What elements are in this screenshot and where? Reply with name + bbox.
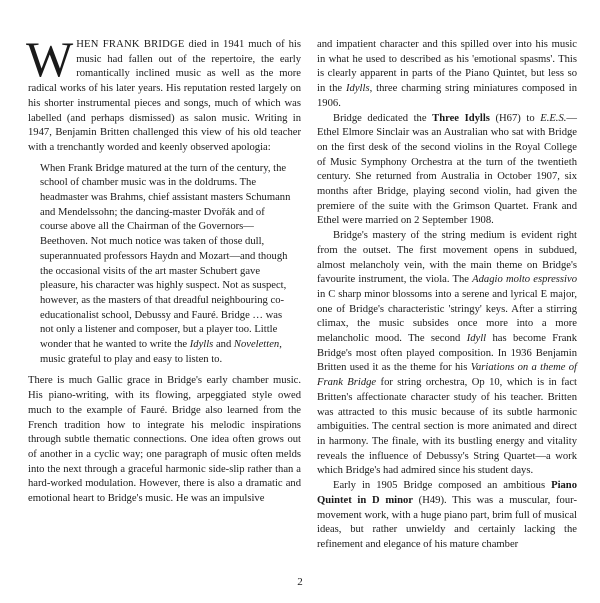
- piano-quintet-paragraph: [317, 479, 577, 553]
- quote-text-b: and: [213, 339, 234, 351]
- italic-ees: E.E.S.: [540, 112, 567, 124]
- bold-piano-quintet: Piano Quintet in D minor: [317, 480, 577, 506]
- string-mastery-paragraph: [317, 229, 577, 479]
- text: Bridge dedicated the: [333, 112, 433, 124]
- text: in C sharp minor blossoms into a serene and lyrical E major, one of Bridge's characteristic 'stringy' keys. After a stirring climax, the music subsides once more into a more melancholic mood. The second: [317, 288, 577, 345]
- text: and impatient character and this spilled over into his music in what he used to described as his 'emotional spasms'. This is clearly apparent in parts of the Piano Quintet, but less so in the: [317, 39, 577, 95]
- text: Bridge's mastery of the string medium is evident right from the outset. The first movement opens in subdued, almost melancholy vein, with the main theme on Bridge's favourite instrument, the viola. The: [317, 230, 577, 286]
- opening-text: died in 1941 much of his music had fallen out of the repertoire, the early romantically inclined music as well as the more radical works of his later years. His reputation rested largely on his shorter instrumental pieces and songs, much of which was labelled (and perhaps dismissed) as salon music. Writing in 1947, Benjamin Britten challenged this view of his old teacher with a trenchantly worded and keenly observed apologia:: [28, 39, 301, 153]
- quote-italic-noveletten: Noveletten: [233, 339, 280, 351]
- quote-italic-idylls: Idylls: [189, 339, 214, 351]
- text: has become Frank Bridge's most often played composition. In 1936 Benjamin Britten used it as the theme for his: [317, 333, 577, 374]
- italic-adagio: Adagio molto espressivo: [472, 274, 577, 286]
- right-column: [317, 38, 577, 553]
- text: Early in 1905 Bridge composed an ambitious: [333, 480, 552, 492]
- britten-quote: [40, 162, 295, 368]
- page-number: 2: [297, 576, 303, 588]
- italic-idyll: Idyll: [466, 333, 487, 345]
- text: , three charming string miniatures composed in 1906.: [317, 83, 577, 109]
- idylls-paragraph: [317, 112, 577, 230]
- italic-variations: Variations on a theme of Frank Bridge: [317, 362, 577, 389]
- text: (H67) to: [489, 112, 541, 124]
- opening-caps: HEN FRANK BRIDGE: [76, 39, 185, 50]
- text: (H49). This was a muscular, four-movement work, with a huge piano part, brim full of musical ideas, but rather unwieldy and certainly lacking the refinement and elegance of his mature chamber: [317, 494, 577, 550]
- italic-idylls: Idylls: [346, 83, 370, 95]
- text: for string orchestra, Op 10, which is in fact Britten's affectionate character study of his teacher. Britten was attracted to this music because of its subtle harmonic ambiguities. The central section is more animated and direct in harmony. The finale, with its bustling energy and vitality reveals the influence of Debussy's String Quartet—a work which Bridge's had admired since his student days.: [317, 377, 577, 477]
- impatient-paragraph: [317, 38, 577, 112]
- gallic-grace-paragraph: There is much Gallic grace in Bridge's early chamber music. His piano-writing, with its flowing, arpeggiated style owed much to the example of Fauré. Bridge also learned from the French tradition how to integrate his melodic inspirations through subtle thematic connections. One idea often grows out of another in a cyclic way; one paragraph of music often melds into the next through a graceful harmonic side-slip rather than a hard-worked modulation. However, there is also a dramatic and emotional heart to Bridge's music. He was an impulsive: [28, 375, 301, 505]
- drop-cap: W: [26, 31, 74, 87]
- quote-text-c: , music grateful to play and easy to listen to.: [40, 339, 282, 365]
- bold-three-idylls: Three Idylls: [432, 112, 490, 124]
- left-column: [26, 31, 301, 507]
- quote-text-a: When Frank Bridge matured at the turn of the century, the school of chamber music was in the doldrums. The headmaster was Brahms, chief assistant masters Schumann and Mendelssohn; the dancing-master Dvořák and of course above all the Chairman of the Governors—Beethoven. Not much notice was taken of those dull, superannuated professors Haydn and Mozart—and though the occasional visits of the art master Schubert gave pleasure, his character was highly suspect. Not as suspect, however, as the masters of that dreadful neighbouring co-educationalist school, Debussy and Fauré. Bridge … was not only a listener and composer, but a player too. Little wonder that he wanted to write the: [40, 162, 291, 351]
- opening-paragraph: [26, 31, 301, 156]
- text: —Ethel Elmore Sinclair was an Australian who sat with Bridge on the first desk of the second violins in the Royal College of Music Symphony Orchestra at the turn of the twentieth century. She returned from Australia in October 1907, six months after Bridge, playing second violin, had given the premiere of the suite with the Grimson Quartet. Frank and Ethel were married on 2 September 1908.: [317, 112, 577, 227]
